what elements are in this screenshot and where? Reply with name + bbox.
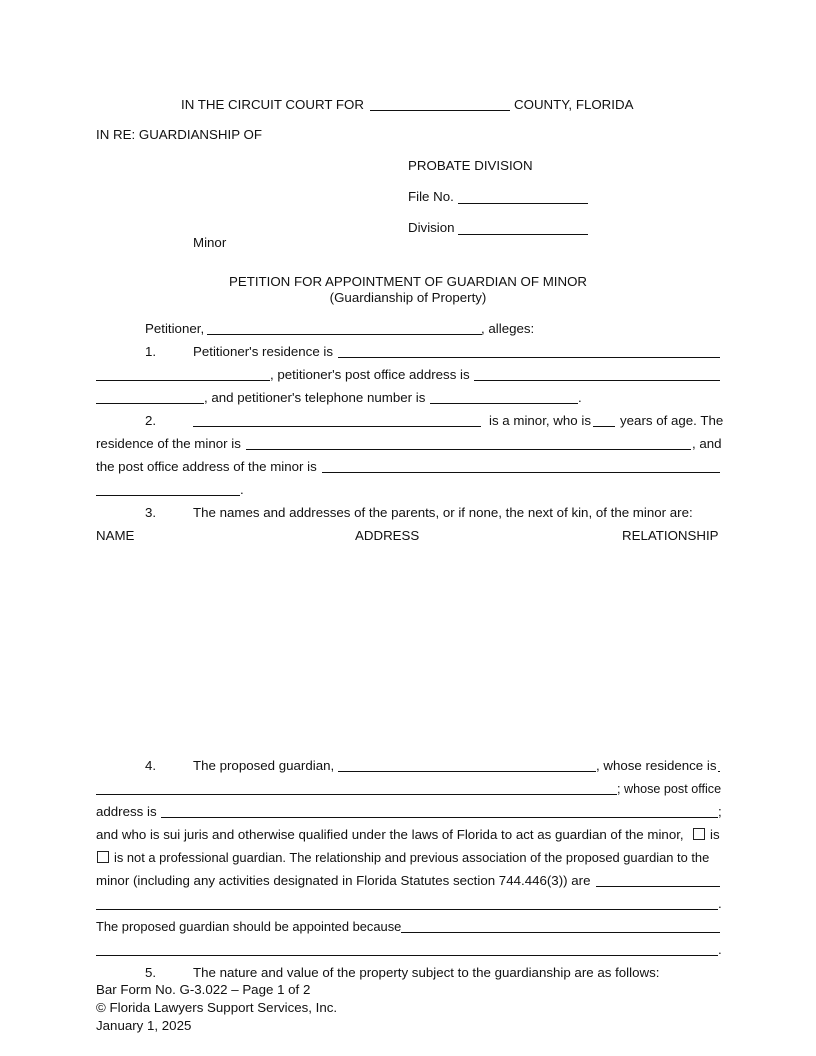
is-not-professional-checkbox[interactable] [97, 851, 109, 863]
petitioner-label: Petitioner, [145, 321, 205, 336]
petition-subtitle: (Guardianship of Property) [329, 290, 487, 305]
minor-age-blank[interactable] [593, 426, 615, 427]
minor-post-office-blank-2[interactable] [96, 495, 240, 496]
division-blank[interactable] [458, 234, 588, 235]
minor-label: Minor [193, 235, 227, 250]
is-not-professional-text: is not a professional guardian. The relationship and previous association of the proposed guardian to the [114, 850, 710, 865]
minor-name-blank[interactable] [193, 426, 481, 427]
petitioner-post-office-label: , petitioner's post office address is [270, 367, 470, 382]
guardian-residence-blank[interactable] [96, 794, 617, 795]
minor-post-office-label: the post office address of the minor is [96, 459, 317, 474]
paragraph-5-number: 5. [145, 965, 157, 980]
paragraph-2-number: 2. [145, 413, 157, 428]
proposed-guardian-label: The proposed guardian, [193, 758, 335, 773]
guardian-residence-blank-start[interactable] [718, 771, 720, 772]
petitioner-telephone-label: , and petitioner's telephone number is [204, 390, 426, 405]
because-end: . [718, 942, 722, 957]
column-name-header: NAME [96, 528, 135, 543]
relationship-association-label: minor (including any activities designated in Florida Statutes section 744.446(3)) are [96, 873, 591, 888]
petition-title: PETITION FOR APPOINTMENT OF GUARDIAN OF MINOR [228, 274, 588, 289]
paragraph-1-end: . [578, 390, 582, 405]
guardian-address-label: address is [96, 804, 157, 819]
guardian-post-office-label: ; whose post office [617, 782, 722, 796]
division-label: Division [408, 220, 455, 235]
county-blank[interactable] [370, 110, 510, 111]
petitioner-post-office-blank-2[interactable] [96, 403, 204, 404]
court-prefix: IN THE CIRCUIT COURT FOR [181, 97, 364, 112]
minor-residence-and: , and [692, 436, 722, 451]
paragraph-4-number: 4. [145, 758, 157, 773]
form-number: Bar Form No. G-3.022 – Page 1 of 2 [96, 982, 311, 997]
proposed-guardian-name-blank[interactable] [338, 771, 596, 772]
relationship-association-blank[interactable] [596, 886, 720, 887]
file-no-label: File No. [408, 189, 454, 204]
column-relationship-header: RELATIONSHIP [622, 528, 719, 543]
appointed-because-blank[interactable] [401, 932, 720, 933]
property-nature-text: The nature and value of the property subject to the guardianship are as follows: [193, 965, 660, 980]
petitioner-residence-label: Petitioner's residence is [193, 344, 334, 359]
years-of-age-label: years of age. The [620, 413, 724, 428]
column-address-header: ADDRESS [355, 528, 420, 543]
guardian-address-blank[interactable] [161, 817, 718, 818]
parents-next-of-kin-text: The names and addresses of the parents, or if none, the next of kin, of the minor are: [193, 505, 693, 520]
paragraph-1-number: 1. [145, 344, 157, 359]
paragraph-2-end: . [240, 482, 244, 497]
guardian-address-end: ; [718, 804, 722, 819]
petitioner-residence-blank[interactable] [338, 357, 720, 358]
minor-post-office-blank[interactable] [322, 472, 720, 473]
petitioner-post-office-blank[interactable] [474, 380, 720, 381]
in-re-label: IN RE: GUARDIANSHIP OF [96, 127, 262, 142]
copyright-notice: © Florida Lawyers Support Services, Inc. [96, 1000, 338, 1015]
relationship-association-blank-2[interactable] [96, 909, 718, 910]
petitioner-telephone-blank[interactable] [430, 403, 578, 404]
minor-residence-blank[interactable] [246, 449, 691, 450]
paragraph-3-number: 3. [145, 505, 157, 520]
file-no-blank[interactable] [458, 203, 588, 204]
petitioner-residence-blank-2[interactable] [96, 380, 270, 381]
appointed-because-label: The proposed guardian should be appointed because [96, 919, 402, 934]
form-date: January 1, 2025 [96, 1018, 192, 1033]
court-suffix: COUNTY, FLORIDA [514, 97, 634, 112]
guardian-residence-label: , whose residence is [596, 758, 717, 773]
probate-division: PROBATE DIVISION [408, 158, 533, 173]
minor-residence-label: residence of the minor is [96, 436, 241, 451]
appointed-because-blank-2[interactable] [96, 955, 718, 956]
sui-juris-text: and who is sui juris and otherwise qualified under the laws of Florida to act as guardian of the minor, [96, 827, 684, 842]
minor-age-label: is a minor, who is [489, 413, 591, 428]
is-label: is [710, 827, 720, 842]
petitioner-name-blank[interactable] [207, 334, 482, 335]
alleges-text: , alleges: [481, 321, 535, 336]
is-professional-checkbox[interactable] [693, 828, 705, 840]
relationship-end: . [718, 896, 722, 911]
